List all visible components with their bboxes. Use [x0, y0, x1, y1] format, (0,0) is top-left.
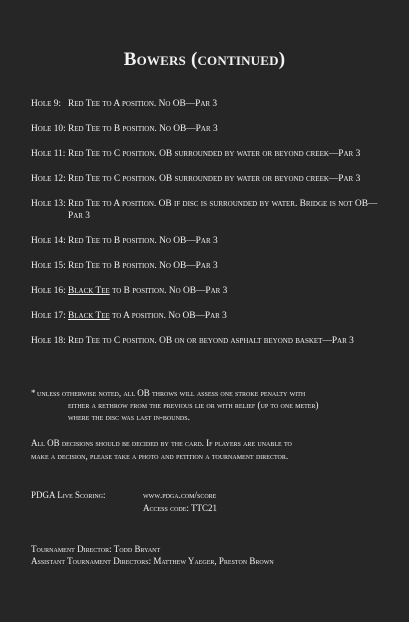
assistant-directors: Assistant Tournament Directors: Matthew Yaeger, Preston Brown: [31, 556, 274, 566]
live-scoring-code: Access code: TTC21: [143, 503, 218, 513]
hole-label: Hole 16:: [31, 286, 66, 296]
hole-label: Hole 9:: [31, 99, 62, 109]
hole-item: [31, 173, 381, 185]
hole-item: [31, 198, 381, 222]
hole-description: Red Tee to A position. OB if disc is surrounded by water. Bridge is not OB—Par 3: [68, 199, 378, 221]
hole-description: Red Tee to C position. OB on or beyond asphalt beyond basket—Par 3: [68, 336, 354, 346]
asterisk: *: [31, 388, 36, 398]
hole-description: Red Tee to A position. No OB—Par 3: [68, 99, 218, 109]
hole-description: [68, 310, 381, 322]
hole-description: Red Tee to C position. OB surrounded by water or beyond creek—Par 3: [68, 174, 361, 184]
live-scoring-label: PDGA Live Scoring:: [31, 490, 106, 500]
ob-decisions-line: make a decision, please take a photo and petition a tournament director.: [31, 451, 289, 461]
note-line: either a rethrow from the previous lie or with relief (up to one meter): [68, 400, 319, 410]
note-line: unless otherwise noted, all OB throws will assess one stroke penalty with: [37, 388, 306, 398]
hole-description: Red Tee to C position. OB surrounded by water or beyond creek—Par 3: [68, 149, 361, 159]
ob-decisions-paragraph: [31, 437, 376, 463]
hole-description: Red Tee to B position. No OB—Par 3: [68, 124, 218, 134]
hole-item: [31, 310, 381, 322]
hole-description: Red Tee to B position. No OB—Par 3: [68, 261, 218, 271]
hole-item: [31, 148, 381, 160]
tournament-directors: [31, 543, 274, 567]
hole-item: [31, 123, 381, 135]
hole-description: [68, 285, 381, 297]
hole-label: Hole 18:: [31, 336, 66, 346]
note-line: where the disc was last in-bounds.: [68, 412, 190, 422]
hole-label: Hole 15:: [31, 261, 66, 271]
ob-decisions-line: All OB decisions should be decided by the card. If players are unable to: [31, 438, 292, 448]
hole-item: [31, 98, 381, 110]
hole-item: [31, 335, 381, 347]
hole-label: Hole 13:: [31, 199, 66, 209]
hole-description-rest: to A position. No OB—Par 3: [109, 311, 227, 321]
hole-list: [31, 98, 381, 360]
hole-label: Hole 10:: [31, 124, 66, 134]
hole-label: Hole 17:: [31, 311, 66, 321]
hole-label: Hole 14:: [31, 236, 66, 246]
page-title: Bowers (continued): [123, 49, 286, 70]
hole-item: [31, 285, 381, 297]
hole-label: Hole 11:: [31, 149, 66, 159]
tournament-director: Tournament Director: Todd Bryant: [31, 544, 161, 554]
hole-label: Hole 12:: [31, 174, 66, 184]
live-scoring-url[interactable]: www.pdga.com/score: [143, 490, 217, 500]
tee-name: Black Tee: [68, 311, 110, 321]
tee-name: Black Tee: [68, 286, 110, 296]
hole-item: [31, 260, 381, 272]
hole-item: [31, 235, 381, 247]
hole-description: Red Tee to B position. No OB—Par 3: [68, 236, 218, 246]
ob-penalty-note: [31, 387, 376, 423]
hole-description-rest: to B position. No OB—Par 3: [109, 286, 228, 296]
